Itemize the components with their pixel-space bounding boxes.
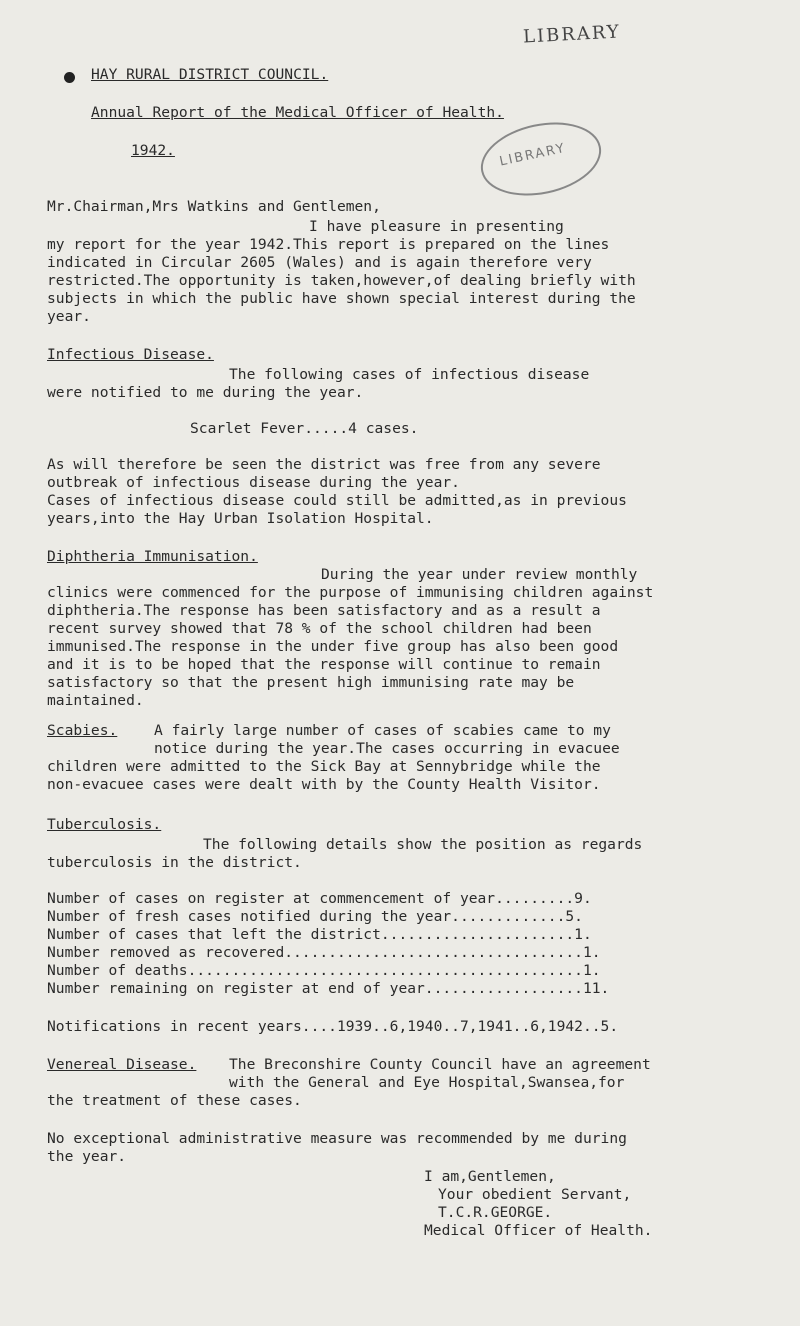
intro-line: I have pleasure in presenting	[309, 218, 564, 235]
stamp-text: LIBRARY	[498, 140, 568, 170]
tb-table-row: Number of fresh cases notified during the year.............5.	[47, 908, 583, 925]
tb-table-row: Number removed as recovered..................................1.	[47, 944, 601, 961]
venereal-line: The Breconshire County Council have an agreement	[229, 1056, 651, 1073]
tb-table-row: Number of deaths.............................................1.	[47, 962, 601, 979]
library-stamp	[474, 112, 608, 206]
signature-title: Medical Officer of Health.	[424, 1222, 653, 1239]
infectious-line: The following cases of infectious disease	[229, 366, 590, 383]
scabies-line: notice during the year.The cases occurring in evacuee	[154, 740, 620, 757]
diphtheria-line: immunised.The response in the under five group has also been good	[47, 638, 619, 655]
venereal-line: with the General and Eye Hospital,Swansea,for	[229, 1074, 625, 1091]
infectious-line: were notified to me during the year.	[47, 384, 364, 401]
infectious-after-line: Cases of infectious disease could still be admitted,as in previous	[47, 492, 627, 509]
diphtheria-line: and it is to be hoped that the response will continue to remain	[47, 656, 601, 673]
intro-line: year.	[47, 308, 91, 325]
diphtheria-line: clinics were commenced for the purpose of immunising children against	[47, 584, 654, 601]
tb-table-row: Number of cases that left the district......................1.	[47, 926, 592, 943]
tb-table-row: Number remaining on register at end of year..................11.	[47, 980, 610, 997]
report-title: Annual Report of the Medical Officer of Health.	[91, 104, 504, 121]
closing-line: the year.	[47, 1148, 127, 1165]
tuberculosis-line: The following details show the position as regards	[203, 836, 643, 853]
venereal-heading: Venereal Disease.	[47, 1056, 197, 1073]
tuberculosis-line: tuberculosis in the district.	[47, 854, 302, 871]
intro-line: subjects in which the public have shown special interest during the	[47, 290, 636, 307]
diphtheria-line: recent survey showed that 78 % of the school children had been	[47, 620, 592, 637]
diphtheria-line: diphtheria.The response has been satisfactory and as a result a	[47, 602, 601, 619]
infectious-heading: Infectious Disease.	[47, 346, 214, 363]
venereal-line: the treatment of these cases.	[47, 1092, 302, 1109]
diphtheria-heading: Diphtheria Immunisation.	[47, 548, 258, 565]
infectious-after-line: outbreak of infectious disease during the year.	[47, 474, 460, 491]
diphtheria-line: maintained.	[47, 692, 144, 709]
signature-name: T.C.R.GEORGE.	[438, 1204, 553, 1221]
library-mark: LIBRARY	[522, 21, 622, 48]
scabies-line: children were admitted to the Sick Bay at Sennybridge while the	[47, 758, 601, 775]
intro-line: my report for the year 1942.This report is prepared on the lines	[47, 236, 610, 253]
scabies-heading: Scabies.	[47, 722, 118, 739]
closing-line: No exceptional administrative measure was recommended by me during	[47, 1130, 627, 1147]
intro-line: restricted.The opportunity is taken,however,of dealing briefly with	[47, 272, 636, 289]
signature-line: Your obedient Servant,	[438, 1186, 632, 1203]
report-year: 1942.	[131, 142, 175, 159]
tb-table-row: Number of cases on register at commencement of year.........9.	[47, 890, 592, 907]
scarlet-fever-item: Scarlet Fever.....4 cases.	[190, 420, 419, 437]
notifications-line: Notifications in recent years....1939..6,1940..7,1941..6,1942..5.	[47, 1018, 619, 1035]
diphtheria-line: satisfactory so that the present high immunising rate may be	[47, 674, 575, 691]
signature-line: I am,Gentlemen,	[424, 1168, 556, 1185]
diphtheria-line: During the year under review monthly	[321, 566, 638, 583]
salutation: Mr.Chairman,Mrs Watkins and Gentlemen,	[47, 198, 381, 215]
scabies-line: A fairly large number of cases of scabies came to my	[154, 722, 611, 739]
scabies-line: non-evacuee cases were dealt with by the County Health Visitor.	[47, 776, 601, 793]
council-header: HAY RURAL DISTRICT COUNCIL.	[91, 66, 329, 83]
intro-line: indicated in Circular 2605 (Wales) and is again therefore very	[47, 254, 592, 271]
infectious-after-line: As will therefore be seen the district was free from any severe	[47, 456, 601, 473]
tuberculosis-heading: Tuberculosis.	[47, 816, 162, 833]
hole-punch-mark	[64, 72, 75, 83]
infectious-after-line: years,into the Hay Urban Isolation Hospital.	[47, 510, 434, 527]
